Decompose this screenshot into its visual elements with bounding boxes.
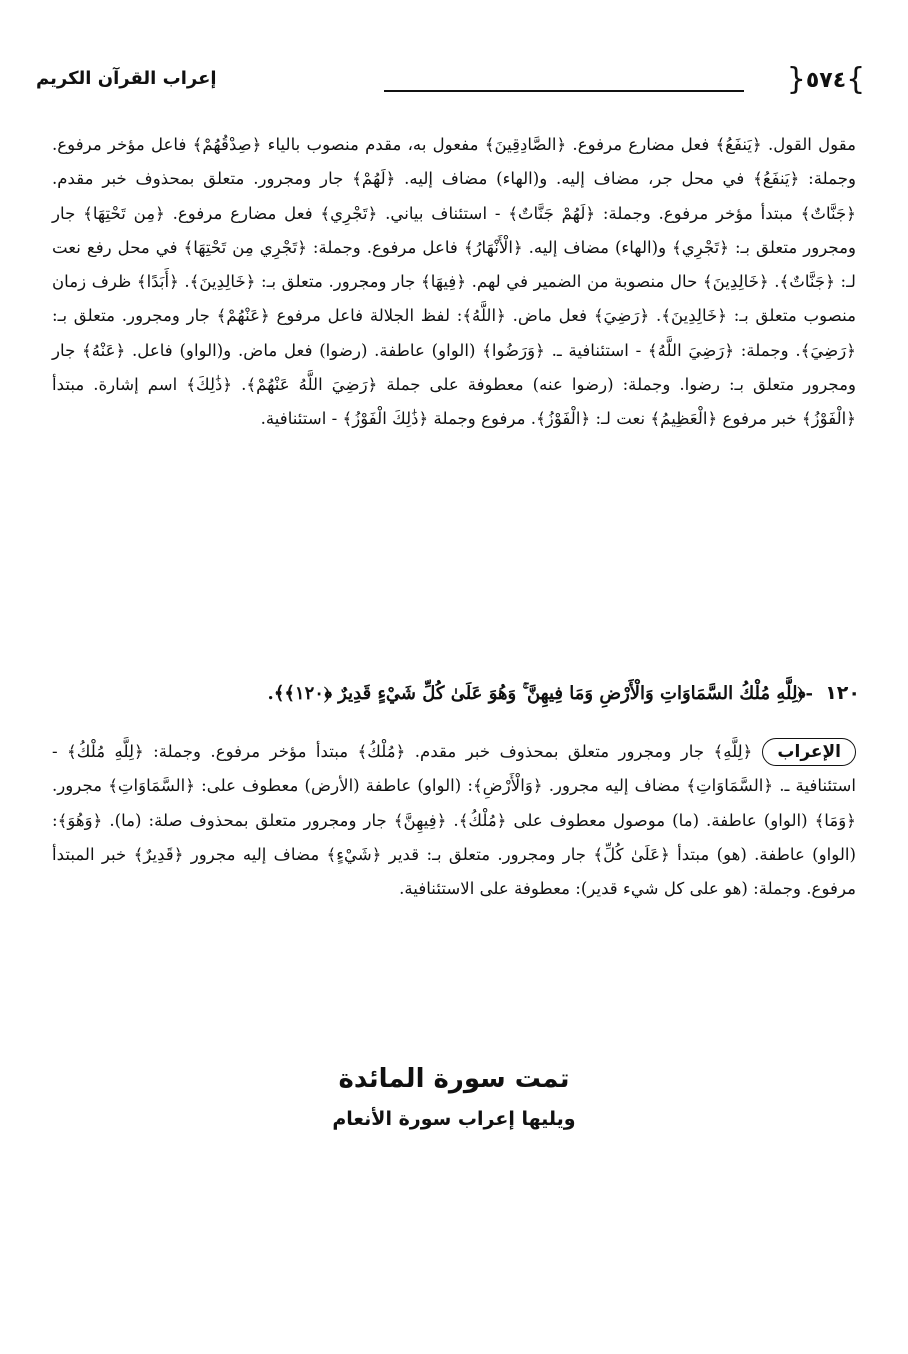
irab-text: ﴿لِلَّهِ﴾ جار ومجرور متعلق بمحذوف خبر مقدم. ﴿مُلْكُ﴾ مبتدأ مؤخر مرفوع. وجملة: ﴿لِلَّهِ مُلْكُ﴾ - استئنافية ـ. ﴿السَّمَاوَاتِ﴾ مضاف إليه مجرور. ﴿وَالْأَرْضِ﴾: (الواو) عاطفة (الأرض) معطوف على: ﴿السَّمَاوَاتِ﴾ مجرور. ﴿وَمَا﴾ (الواو) عاطفة. (ما) موصول معطوف على ﴿مُلْكُ﴾. ﴿فِيهِنَّ﴾ جار ومجرور متعلق بمحذوف صلة: (ما). ﴿وَهُوَ﴾: (الواو) عاطفة. (هو) مبتدأ ﴿عَلَىٰ كُلِّ﴾ جار ومجرور. متعلق بـ: قدير ﴿شَيْءٍ﴾ مضاف إليه مجرور ﴿قَدِيرٌ﴾ خبر المبتدأ مرفوع. وجملة: (هو على كل شيء قدير): معطوفة على الاستئنافية. <box>52 742 856 899</box>
irab-label: الإعراب <box>762 738 856 766</box>
quran-verse <box>180 676 860 711</box>
left-brace-ornament: } <box>846 62 866 97</box>
commentary-paragraph: مقول القول. ﴿يَنفَعُ﴾ فعل مضارع مرفوع. ﴿الصَّادِقِينَ﴾ مفعول به، مقدم منصوب بالياء ﴿صِدْقُهُمْ﴾ فاعل مؤخر مرفوع. وجملة: ﴿يَنفَعُ﴾ في محل جر، مضاف إليه. و(الهاء) مضاف إليه. ﴿لَهُمْ﴾ جار ومجرور. متعلق بمحذوف خبر مقدم. ﴿جَنَّاتٌ﴾ مبتدأ مؤخر مرفوع. وجملة: ﴿لَهُمْ جَنَّاتٌ﴾ - استئناف بياني. ﴿تَجْرِي﴾ فعل مضارع مرفوع. ﴿مِن تَحْتِهَا﴾ جار ومجرور متعلق بـ: ﴿تَجْرِي﴾ و(الهاء) مضاف إليه. ﴿الْأَنْهَارُ﴾ فاعل مرفوع. وجملة: ﴿تَجْرِي مِن تَحْتِهَا﴾ في محل رفع نعت لـ: ﴿جَنَّاتٌ﴾. ﴿خَالِدِينَ﴾ حال منصوبة من الضمير في لهم. ﴿فِيهَا﴾ جار ومجرور. متعلق بـ: ﴿خَالِدِينَ﴾. ﴿أَبَدًا﴾ ظرف زمان منصوب متعلق بـ: ﴿خَالِدِينَ﴾. ﴿رَضِيَ﴾ فعل ماض. ﴿اللَّهُ﴾: لفظ الجلالة فاعل مرفوع ﴿عَنْهُمْ﴾ جار ومجرور. متعلق بـ: ﴿رَضِيَ﴾. وجملة: ﴿رَضِيَ اللَّهُ﴾ - استئنافية ـ. ﴿وَرَضُوا﴾ (الواو) عاطفة. (رضوا) فعل ماض. و(الواو) فاعل. ﴿عَنْهُ﴾ جار ومجرور متعلق بـ: رضوا. وجملة: (رضوا عنه) معطوفة على جملة ﴿رَضِيَ اللَّهُ عَنْهُمْ﴾. ﴿ذَٰلِكَ﴾ اسم إشارة. مبتدأ ﴿الْفَوْزُ﴾ خبر مرفوع ﴿الْعَظِيمُ﴾ نعت لـ: ﴿الْفَوْزُ﴾. مرفوع وجملة ﴿ذَٰلِكَ الْفَوْزُ﴾ - استئنافية. <box>52 135 856 429</box>
page-header <box>36 64 872 100</box>
book-title: إعراب القرآن الكريم <box>36 68 217 89</box>
surah-closing <box>0 1062 908 1134</box>
page-number <box>780 64 872 96</box>
page-number-value: ٥٧٤ <box>805 67 847 93</box>
closing-subtitle: ويليها إعراب سورة الأنعام <box>332 1108 576 1130</box>
right-brace-ornament: { <box>786 62 806 97</box>
verse-number: ١٢٠ <box>825 682 860 704</box>
closing-title: تمت سورة المائدة <box>338 1064 570 1094</box>
verse-text: -﴿لِلَّهِ مُلْكُ السَّمَاوَاتِ وَالْأَرْضِ وَمَا فِيهِنَّ ۚ وَهُوَ عَلَىٰ كُلِّ شَيْءٍ قَدِيرٌ ﴿١٢٠﴾﴾. <box>267 683 813 704</box>
header-rule <box>384 90 744 92</box>
commentary-body <box>52 128 856 437</box>
irab-paragraph <box>52 735 856 906</box>
irab-section <box>52 735 856 906</box>
